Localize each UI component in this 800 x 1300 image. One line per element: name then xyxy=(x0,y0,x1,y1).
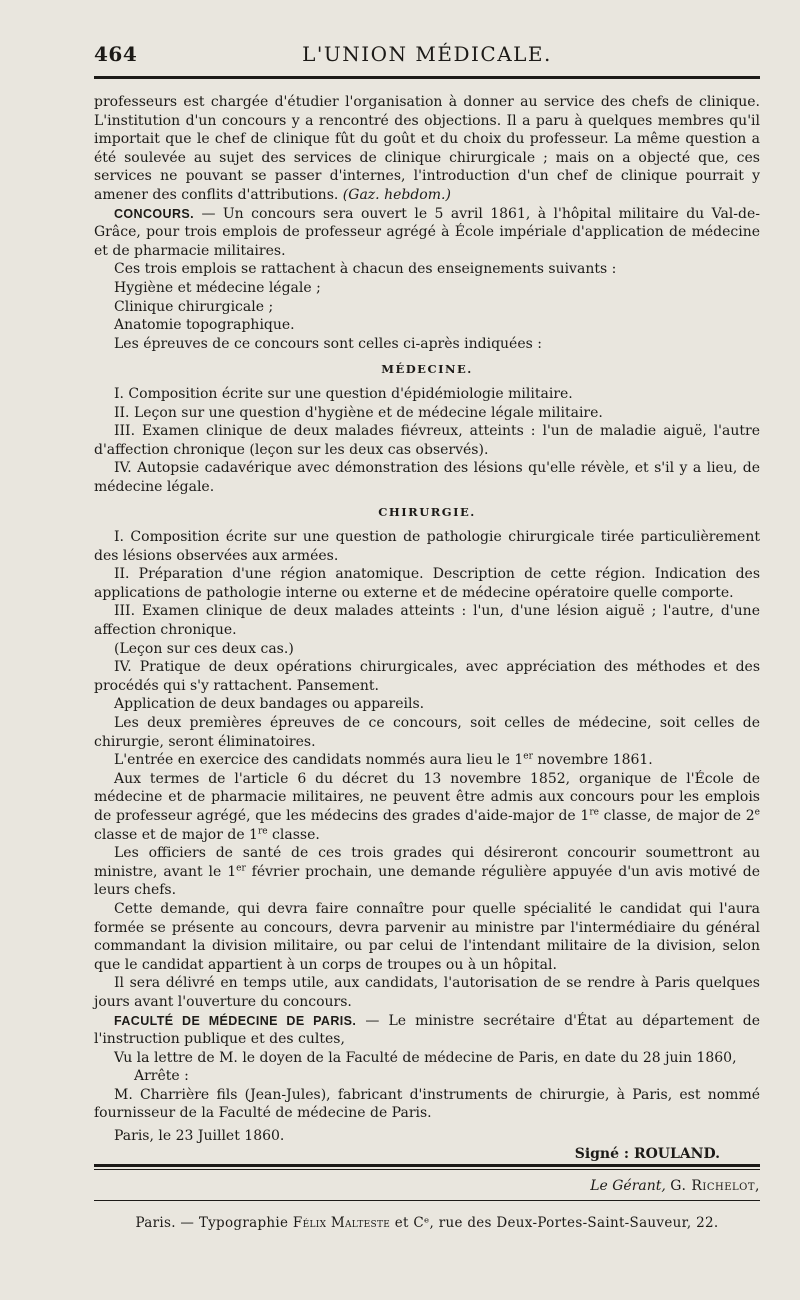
footer-rule-double xyxy=(94,1164,760,1170)
concours-sub-intro: Ces trois emplois se rattachent à chacun des enseignements suivants : xyxy=(114,261,617,278)
subject-item: Hygiène et médecine légale ; xyxy=(114,279,321,296)
section-title-medecine: MÉDECINE. xyxy=(381,362,473,377)
medecine-item: I. Composition écrite sur une question d'épidémiologie militaire. xyxy=(114,385,573,402)
section-title-chirurgie: CHIRURGIE. xyxy=(378,505,476,520)
page-footer xyxy=(94,1164,760,1231)
gerant-line: Le Gérant, G. Richelot, xyxy=(590,1178,760,1194)
routing-paragraph: Cette demande, qui devra faire connaître pour quelle spécialité le candidat qui l'aura formée se présente au concours, devra parvenir au ministre par l'intermédiaire du général commandant la division militaire, ou par celui de l'intendant militaire de la division, selon que le candidat appartient à un corps de troupes ou à un hôpital. xyxy=(94,900,760,973)
chirurgie-item: (Leçon sur ces deux cas.) xyxy=(114,640,294,657)
chirurgie-item: IV. Pratique de deux opérations chirurgicales, avec appréciation des méthodes et des procédés qui s'y rattachent. Pansement. xyxy=(94,659,760,694)
subject-item: Anatomie topographique. xyxy=(114,317,295,334)
chirurgie-item: Application de deux bandages ou appareils. xyxy=(114,696,425,713)
signature: Signé : ROULAND. xyxy=(574,1146,720,1163)
faculte-arrete: Arrête : xyxy=(134,1068,189,1085)
faculte-vu: Vu la lettre de M. le doyen de la Faculté de médecine de Paris, en date du 28 juin 1860, xyxy=(114,1049,737,1066)
page-number: 464 xyxy=(94,42,138,66)
source-citation: (Gaz. hebdom.) xyxy=(342,186,451,203)
decree-paragraph: Aux termes de l'article 6 du décret du 13 novembre 1852, organique de l'École de médecine et de pharmacie militaires, ne peuvent être admis aux concours pour les emplois de professeur agrégé, que les médecins des grades d'aide-major de 1re classe, de major de 2e classe et de major de 1re classe. xyxy=(94,770,760,843)
header-rule xyxy=(94,76,760,79)
chirurgie-item: III. Examen clinique de deux malades atteints : l'un, d'une lésion aiguë ; l'autre, d'une affection chronique. xyxy=(94,603,760,639)
faculte-lead: FACULTÉ DE MÉDECINE DE PARIS. xyxy=(114,1013,357,1028)
article-body xyxy=(94,93,760,1163)
start-date-paragraph: L'entrée en exercice des candidats nommés aura lieu le 1er novembre 1861. xyxy=(114,751,653,769)
eliminatory-paragraph: Les deux premières épreuves de ce concours, soit celles de médecine, soit celles de chirurgie, seront éliminatoires. xyxy=(94,715,760,750)
chirurgie-item: II. Préparation d'une région anatomique. Description de cette région. Indication des applications de pathologie interne ou externe et de médecine opératoire quelle comporte. xyxy=(94,566,760,601)
intro-paragraph: professeurs est chargée d'étudier l'organisation à donner au service des chefs de clinique. L'institution d'un concours y a rencontré des objections. Il a paru à quelques membres qu'il importait que le chef de clinique fût du goût et du choix du professeur. La même question a été soulevée au sujet des services de clinique chirurgicale ; mais on a objecté que, ces services ne pouvant se passer d'internes, l'introduction d'un chef de clinique pourrait y amener des conflits d'attributions. (Gaz. hebdom.) xyxy=(94,94,760,203)
footer-rule-thin xyxy=(94,1200,760,1201)
signature-block xyxy=(94,1127,760,1163)
application-paragraph: Les officiers de santé de ces trois grades qui désireront concourir soumettront au ministre, avant le 1er février prochain, une demande régulière appuyée d'un avis motivé de leurs chefs. xyxy=(94,845,760,899)
epreuves-intro: Les épreuves de ce concours sont celles ci-après indiquées : xyxy=(114,335,542,352)
place-date: Paris, le 23 Juillet 1860. xyxy=(114,1128,285,1145)
printer-imprint: Paris. — Typographie Félix Malteste et Cᵉ, rue des Deux-Portes-Saint-Sauveur, 22. xyxy=(135,1215,719,1231)
concours-lead: CONCOURS. xyxy=(114,206,194,221)
running-title: L'UNION MÉDICALE. xyxy=(302,42,552,66)
authorization-paragraph: Il sera délivré en temps utile, aux candidats, l'autorisation de se rendre à Paris quelques jours avant l'ouverture du concours. xyxy=(94,975,760,1010)
subject-item: Clinique chirurgicale ; xyxy=(114,298,274,315)
faculte-decision: M. Charrière fils (Jean-Jules), fabricant d'instruments de chirurgie, à Paris, est nommé fournisseur de la Faculté de médecine de Paris. xyxy=(94,1086,760,1122)
medecine-item: III. Examen clinique de deux malades fiévreux, atteints : l'un de maladie aiguë, l'autre d'affection chronique (leçon sur les deux cas observés). xyxy=(94,423,760,458)
medecine-item: II. Leçon sur une question d'hygiène et de médecine légale militaire. xyxy=(114,404,603,421)
chirurgie-item: I. Composition écrite sur une question de pathologie chirurgicale tirée particulièrement des lésions observées aux armées. xyxy=(94,529,760,564)
medecine-item: IV. Autopsie cadavérique avec démonstration des lésions qu'elle révèle, et s'il y a lieu, de médecine légale. xyxy=(94,460,760,495)
faculte-paragraph: FACULTÉ DE MÉDECINE DE PARIS. — Le ministre secrétaire d'État au département de l'instruction publique et des cultes, xyxy=(94,1012,760,1048)
page-header xyxy=(94,36,760,70)
concours-paragraph: CONCOURS. — Un concours sera ouvert le 5 avril 1861, à l'hôpital militaire du Val-de-Grâce, pour trois emplois de professeur agrégé à École impériale d'application de médecine et de pharmacie militaires. xyxy=(94,205,760,259)
